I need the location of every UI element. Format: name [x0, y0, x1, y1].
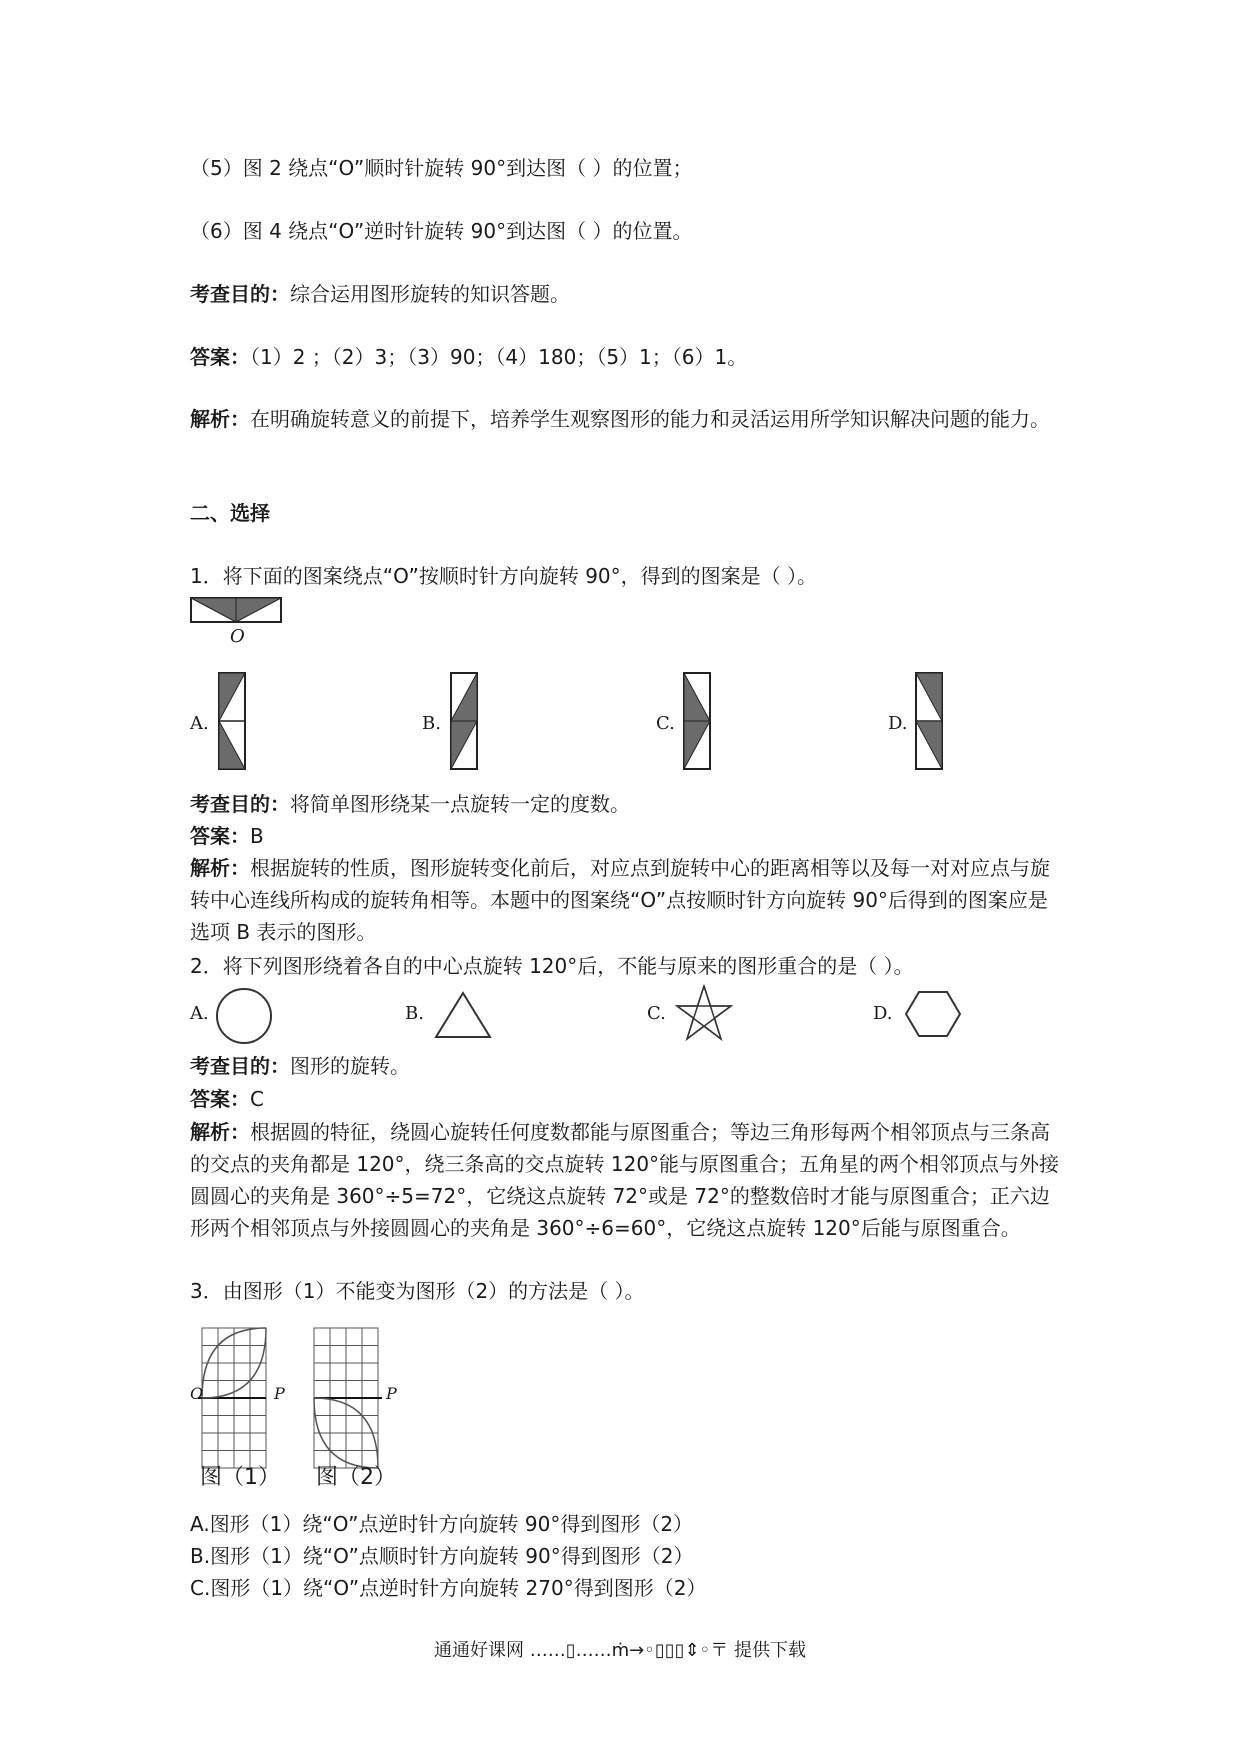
- q1-analysis-text: 根据旋转的性质，图形旋转变化前后，对应点到旋转中心的距离相等以及每一对对应点与旋转中心连线所构成的旋转角相等。本题中的图案绕“O”点按顺时针方向旋转 90°后得到的图案应是选项 B 表示的图形。: [190, 856, 1050, 944]
- q3-fig2-caption: 图（2）: [316, 1465, 396, 1490]
- q1-option-c-figure[interactable]: [683, 672, 711, 772]
- q1-answer-text: B: [250, 824, 264, 848]
- q3-label-p1: P: [274, 1384, 285, 1403]
- q2-analysis-paragraph: [190, 1116, 1060, 1244]
- q2-option-d-label[interactable]: D.: [873, 1003, 893, 1024]
- q1-analysis-paragraph: [190, 852, 1060, 948]
- page-footer: 通通好课网 ……▯……ṁ→◦▯▯▯⇕◦〒 提供下载: [434, 1640, 806, 1661]
- q3-grid-1: [198, 1328, 266, 1468]
- question-5-line: （5）图 2 绕点“O”顺时针旋转 90°到达图（ ）的位置；: [190, 156, 693, 180]
- q3-label-o: O: [190, 1384, 204, 1403]
- q3-text: 3．由图形（1）不能变为图形（2）的方法是（ ）。: [190, 1279, 645, 1303]
- q2-option-c-label[interactable]: C.: [647, 1003, 666, 1024]
- purpose-label: 考查目的：: [190, 282, 290, 306]
- q1-text: 1．将下面的图案绕点“O”按顺时针方向旋转 90°，得到的图案是（ ）。: [190, 564, 818, 588]
- q2-option-a-label[interactable]: A.: [190, 1003, 209, 1024]
- q2-purpose-text: 图形的旋转。: [290, 1054, 410, 1078]
- answer-line-1: [190, 341, 747, 373]
- analysis-label: 解析：: [190, 407, 250, 431]
- q2-circle-figure[interactable]: [214, 986, 274, 1046]
- q3-option-b[interactable]: B.图形（1）绕“O”点顺时针方向旋转 90°得到图形（2）: [190, 1544, 694, 1568]
- q2-option-b-label[interactable]: B.: [405, 1003, 424, 1024]
- q2-analysis-text: 根据圆的特征，绕圆心旋转任何度数都能与原图重合；等边三角形每两个相邻顶点与三条高的交点的夹角都是 120°，绕三条高的交点旋转 120°能与原图重合；五角星的两个相邻顶点与外接圆圆心的夹角是 360°÷5=72°，它绕这点旋转 72°或是 72°的整数倍时才能与原图重合；正六边形两个相邻顶点与外接圆圆心的夹角是 360°÷6=60°，它绕这点旋转 120°后能与原图重合。: [190, 1120, 1060, 1240]
- q1-option-d-figure[interactable]: [915, 672, 943, 772]
- q3-fig1-caption: 图（1）: [200, 1465, 280, 1490]
- section-title: 二、选择: [190, 501, 270, 525]
- q3-grid-2: [314, 1328, 382, 1468]
- question-6-line: （6）图 4 绕点“O”逆时针旋转 90°到达图（ ）的位置。: [190, 219, 693, 243]
- q1-option-a-figure[interactable]: [218, 672, 246, 772]
- q3-option-a[interactable]: A.图形（1）绕“O”点逆时针方向旋转 90°得到图形（2）: [190, 1512, 694, 1536]
- q2-answer-label: 答案：: [190, 1087, 250, 1111]
- purpose-text: 综合运用图形旋转的知识答题。: [290, 282, 570, 306]
- q1-purpose-label: 考查目的：: [190, 792, 290, 816]
- q2-triangle-figure[interactable]: [433, 990, 493, 1040]
- q3-option-c[interactable]: C.图形（1）绕“O”点逆时针方向旋转 270°得到图形（2）: [190, 1576, 707, 1600]
- q1-answer-line: [190, 820, 264, 852]
- answer-text: （1）2 ；（2）3；（3）90；（4）180；（5）1；（6）1。: [250, 345, 748, 369]
- q2-purpose-label: 考查目的：: [190, 1054, 290, 1078]
- analysis-text: 在明确旋转意义的前提下，培养学生观察图形的能力和灵活运用所学知识解决问题的能力。: [250, 407, 1050, 431]
- q1-analysis-label: 解析：: [190, 856, 250, 880]
- q1-point-o-label: O: [230, 626, 245, 647]
- q2-hexagon-figure[interactable]: [905, 990, 961, 1038]
- q2-star-figure[interactable]: [674, 984, 734, 1044]
- analysis-paragraph-1: [190, 403, 1060, 435]
- q1-purpose-text: 将简单图形绕某一点旋转一定的度数。: [290, 792, 630, 816]
- q2-analysis-label: 解析：: [190, 1120, 250, 1144]
- q1-answer-label: 答案：: [190, 824, 250, 848]
- answer-label: 答案：: [190, 345, 250, 369]
- q1-option-d-label[interactable]: D.: [888, 713, 908, 734]
- q1-purpose-line: [190, 788, 630, 820]
- q1-option-c-label[interactable]: C.: [656, 713, 675, 734]
- q2-answer-line: [190, 1083, 264, 1115]
- q1-option-b-label[interactable]: B.: [422, 713, 441, 734]
- q3-label-p2: P: [386, 1384, 397, 1403]
- q1-option-a-label[interactable]: A.: [190, 713, 209, 734]
- q2-purpose-line: [190, 1050, 410, 1082]
- q1-option-b-figure[interactable]: [450, 672, 478, 772]
- q2-text: 2．将下列图形绕着各自的中心点旋转 120°后，不能与原来的图形重合的是（ ）。: [190, 954, 914, 978]
- purpose-line-1: [190, 278, 570, 310]
- q2-answer-text: C: [250, 1087, 264, 1111]
